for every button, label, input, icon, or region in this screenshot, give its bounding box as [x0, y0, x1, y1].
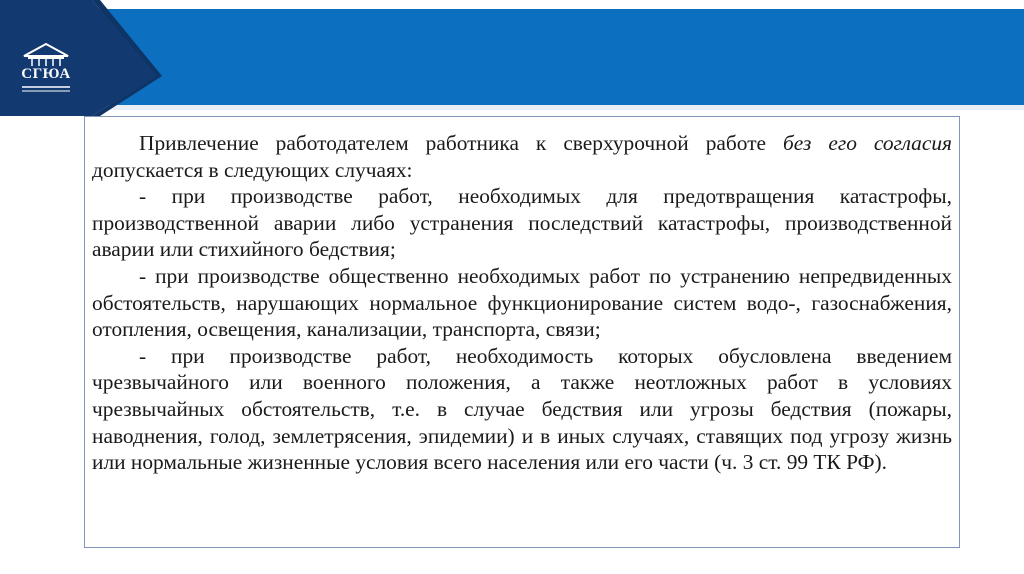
header-band — [0, 0, 1024, 120]
intro-text-end: допускается в следующих случаях: — [92, 157, 413, 182]
paragraph-case-1: - при производстве работ, необходимых для предотвращения катастрофы, производственной аварии либо устранения последствий катастрофы, производственной аварии или стихийного бедствия; — [92, 184, 952, 262]
intro-text: Привлечение работодателем работника к сверхурочной работе — [139, 131, 784, 155]
paragraph-case-2: - при производстве общественно необходимых работ по устранению непредвиденных обстоятельств, нарушающих нормальное функционирование систем водо-, газоснабжения, отопления, освещения, канализации, транспорта, связи; — [92, 263, 952, 342]
university-logo — [14, 38, 78, 96]
paragraph-case-3: - при производстве работ, необходимость которых обусловлена введением чрезвычайного или военного положения, а также неотложных работ в условиях чрезвычайных обстоятельств, т.е. в случае бедствия или угрозы бедствия (пожары, наводнения, голод, землетрясения, эпидемии) и в иных случаях, ставящих под угрозу жизнь или нормальные жизненные условия всего населения или его части (ч. 3 ст. 99 ТК РФ). — [92, 343, 952, 475]
building-icon — [14, 38, 78, 68]
paragraph-intro — [92, 130, 952, 183]
main-text — [92, 130, 952, 476]
intro-emphasis: без его согласия — [783, 131, 953, 155]
logo-underline — [14, 85, 78, 93]
logo-text: СГЮА — [21, 66, 71, 82]
